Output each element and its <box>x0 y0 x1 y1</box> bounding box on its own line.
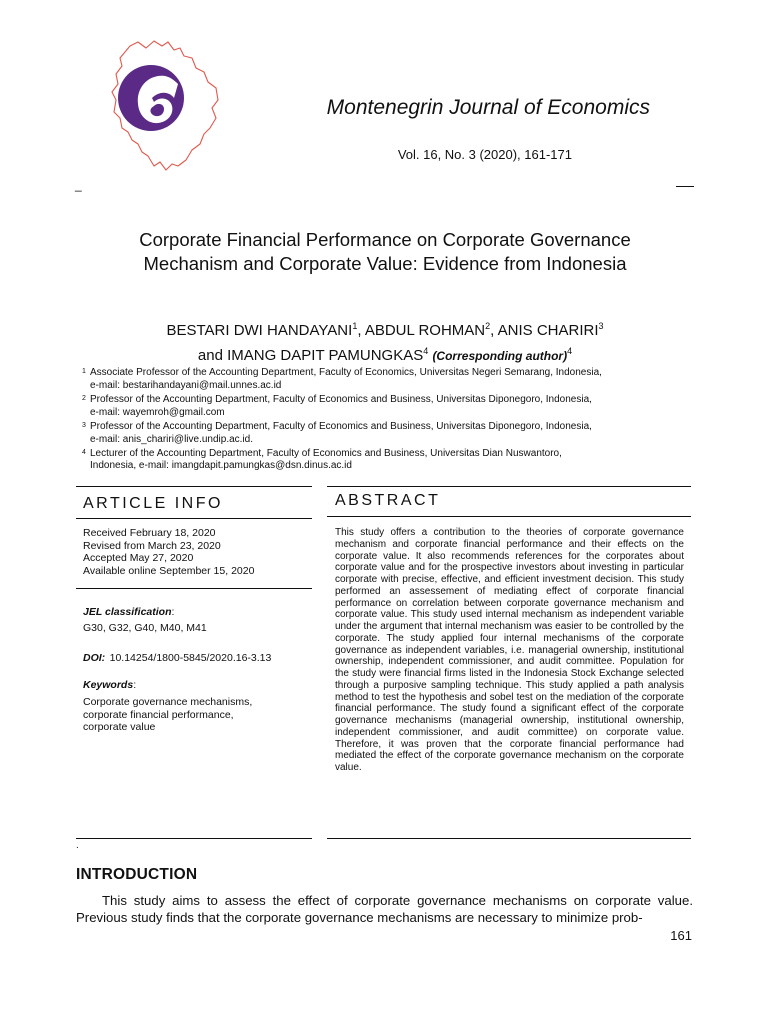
affiliation-text: Lecturer of the Accounting Department, Faculty of Economics and Business, Universitas Dian Nuswantoro, <box>90 447 562 459</box>
doi-value[interactable]: 10.14254/1800-5845/2020.16-3.13 <box>109 652 272 664</box>
author-3: ANIS CHARIRI <box>497 322 599 339</box>
author-4: IMANG DAPIT PAMUNGKAS <box>227 347 424 364</box>
author-joiner: and <box>197 347 228 364</box>
affiliation-text: Professor of the Accounting Department, Faculty of Economics and Business, Universitas Diponegoro, Indonesia, <box>90 393 592 405</box>
author-1: BESTARI DWI HANDAYANI <box>166 322 353 339</box>
paper-title <box>80 228 690 276</box>
author-4-sup: 4 <box>423 346 429 356</box>
jel-codes: G30, G32, G40, M40, M41 <box>83 622 207 634</box>
affiliation-item <box>82 421 682 446</box>
accepted-date: Accepted May 27, 2020 <box>83 552 194 565</box>
revised-date: Revised from March 23, 2020 <box>83 539 221 552</box>
jel-label-wrap <box>83 602 174 620</box>
author-list <box>80 316 690 366</box>
article-info-heading-rule <box>76 518 312 519</box>
affiliation-text: Associate Professor of the Accounting Department, Faculty of Economics, Universitas Negeri Semarang, Indonesia, <box>90 367 602 378</box>
affiliation-email: e-mail: wayemroh@gmail.com <box>90 406 225 418</box>
author-2-sup: 2 <box>485 321 491 331</box>
author-separator: , <box>357 322 365 339</box>
doi <box>83 648 271 666</box>
affiliation-item <box>82 394 682 419</box>
dates-rule <box>76 588 312 589</box>
page-number: 161 <box>670 928 692 943</box>
article-dates <box>83 527 313 577</box>
article-info-heading: ARTICLE INFO <box>83 495 223 512</box>
keyword: corporate financial performance, <box>83 708 234 721</box>
affiliation-text: Professor of the Accounting Department, Faculty of Economics and Business, Universitas Diponegoro, Indonesia, <box>90 420 592 432</box>
affiliation-number: 3 <box>82 421 86 429</box>
author-2: ABDUL ROHMAN <box>364 322 486 339</box>
title-line-2: Mechanism and Corporate Value: Evidence from Indonesia <box>143 253 627 274</box>
affiliation-email: Indonesia, e-mail: imangdapit.pamungkas@dsn.dinus.ac.id <box>90 460 352 472</box>
doi-label: DOI: <box>83 652 106 664</box>
journal-name: Montenegrin Journal of Economics <box>326 96 650 119</box>
abstract-heading: ABSTRACT <box>335 492 441 509</box>
jel-colon: : <box>171 606 175 618</box>
keyword: Corporate governance mechanisms, <box>83 696 253 708</box>
affiliation-item <box>82 367 682 392</box>
online-date: Available online September 15, 2020 <box>83 564 255 577</box>
affiliation-email: e-mail: anis_chariri@live.undip.ac.id. <box>90 433 253 445</box>
intro-paragraph: This study aims to assess the effect of corporate governance mechanisms on corporate value. Previous study finds that the corporate governance mechanisms are necessary to minimize prob- <box>76 893 693 925</box>
corresponding-sup: 4 <box>567 346 573 356</box>
keywords-colon: : <box>133 679 137 691</box>
affiliations <box>82 367 682 475</box>
abstract-top-rule <box>327 486 691 487</box>
section-heading: INTRODUCTION <box>76 866 198 883</box>
volume-info: Vol. 16, No. 3 (2020), 161-171 <box>397 147 572 162</box>
stray-mark: . <box>76 840 79 851</box>
abstract-heading-rule <box>327 516 691 517</box>
affiliation-item <box>82 448 682 473</box>
affiliation-number: 4 <box>82 448 86 456</box>
abstract-bottom-rule <box>327 838 691 839</box>
left-mark: _ <box>75 178 82 192</box>
affiliation-number: 1 <box>82 368 86 375</box>
authors-line-1 <box>80 316 690 341</box>
author-separator: , <box>490 322 498 339</box>
montenegro-map-logo <box>108 38 223 173</box>
affiliation-number: 2 <box>82 394 86 402</box>
affiliation-email: e-mail: bestarihandayani@mail.unnes.ac.id <box>90 379 282 391</box>
author-1-sup: 1 <box>352 321 358 331</box>
keywords-label-wrap <box>83 675 136 693</box>
keywords-label: Keywords <box>83 679 134 691</box>
abstract-text: This study offers a contribution to the theories of corporate governance mechanism and corporate financial performance and their effects on the corporate value. It also recommends references for the corporates about corporate value and for the prospective investors about investing in particular corporate with precise, effective, and efficient investment decision. This study performed an assessement of mediating effect of corporate financial performance on correlation between corporate governance mechanism and corporate value. This study used internal mechanism as independent variable under the argument that internal mechanism was easier to be controlled by the corporate. The study applied four internal mechanisms of the corporate governance as independent variables, i.e. managerial ownership, institutional ownership, independent commissioner, and audit committee. Population for the study were financial firms listed in the Indonesia Stock Exchange selected through a purposive sampling technique. This study applied a path analysis method to test the hypothesis and sobel test on the mediation of the corporate financial performance. The study found a significant effect of the corporate governance mechanisms (managerial ownership, institutional ownership, independent commissioner, and audit committee) on corporate value. Therefore, it was proven that the corporate financial performance had mediated the effect of the corporate governance mechanism on the corporate value. <box>335 527 684 773</box>
jel-label: JEL classification <box>83 606 172 618</box>
header-rule <box>676 186 694 187</box>
article-info-bottom-rule <box>76 838 312 839</box>
keyword: corporate value <box>83 721 156 734</box>
authors-line-2 <box>80 341 690 366</box>
article-info-top-rule <box>76 486 312 487</box>
title-line-1: Corporate Financial Performance on Corporate Governance <box>139 229 631 250</box>
received-date: Received February 18, 2020 <box>83 527 216 539</box>
keywords-list <box>83 696 252 734</box>
author-3-sup: 3 <box>598 321 604 331</box>
corresponding-author-note: (Corresponding author) <box>432 349 568 363</box>
